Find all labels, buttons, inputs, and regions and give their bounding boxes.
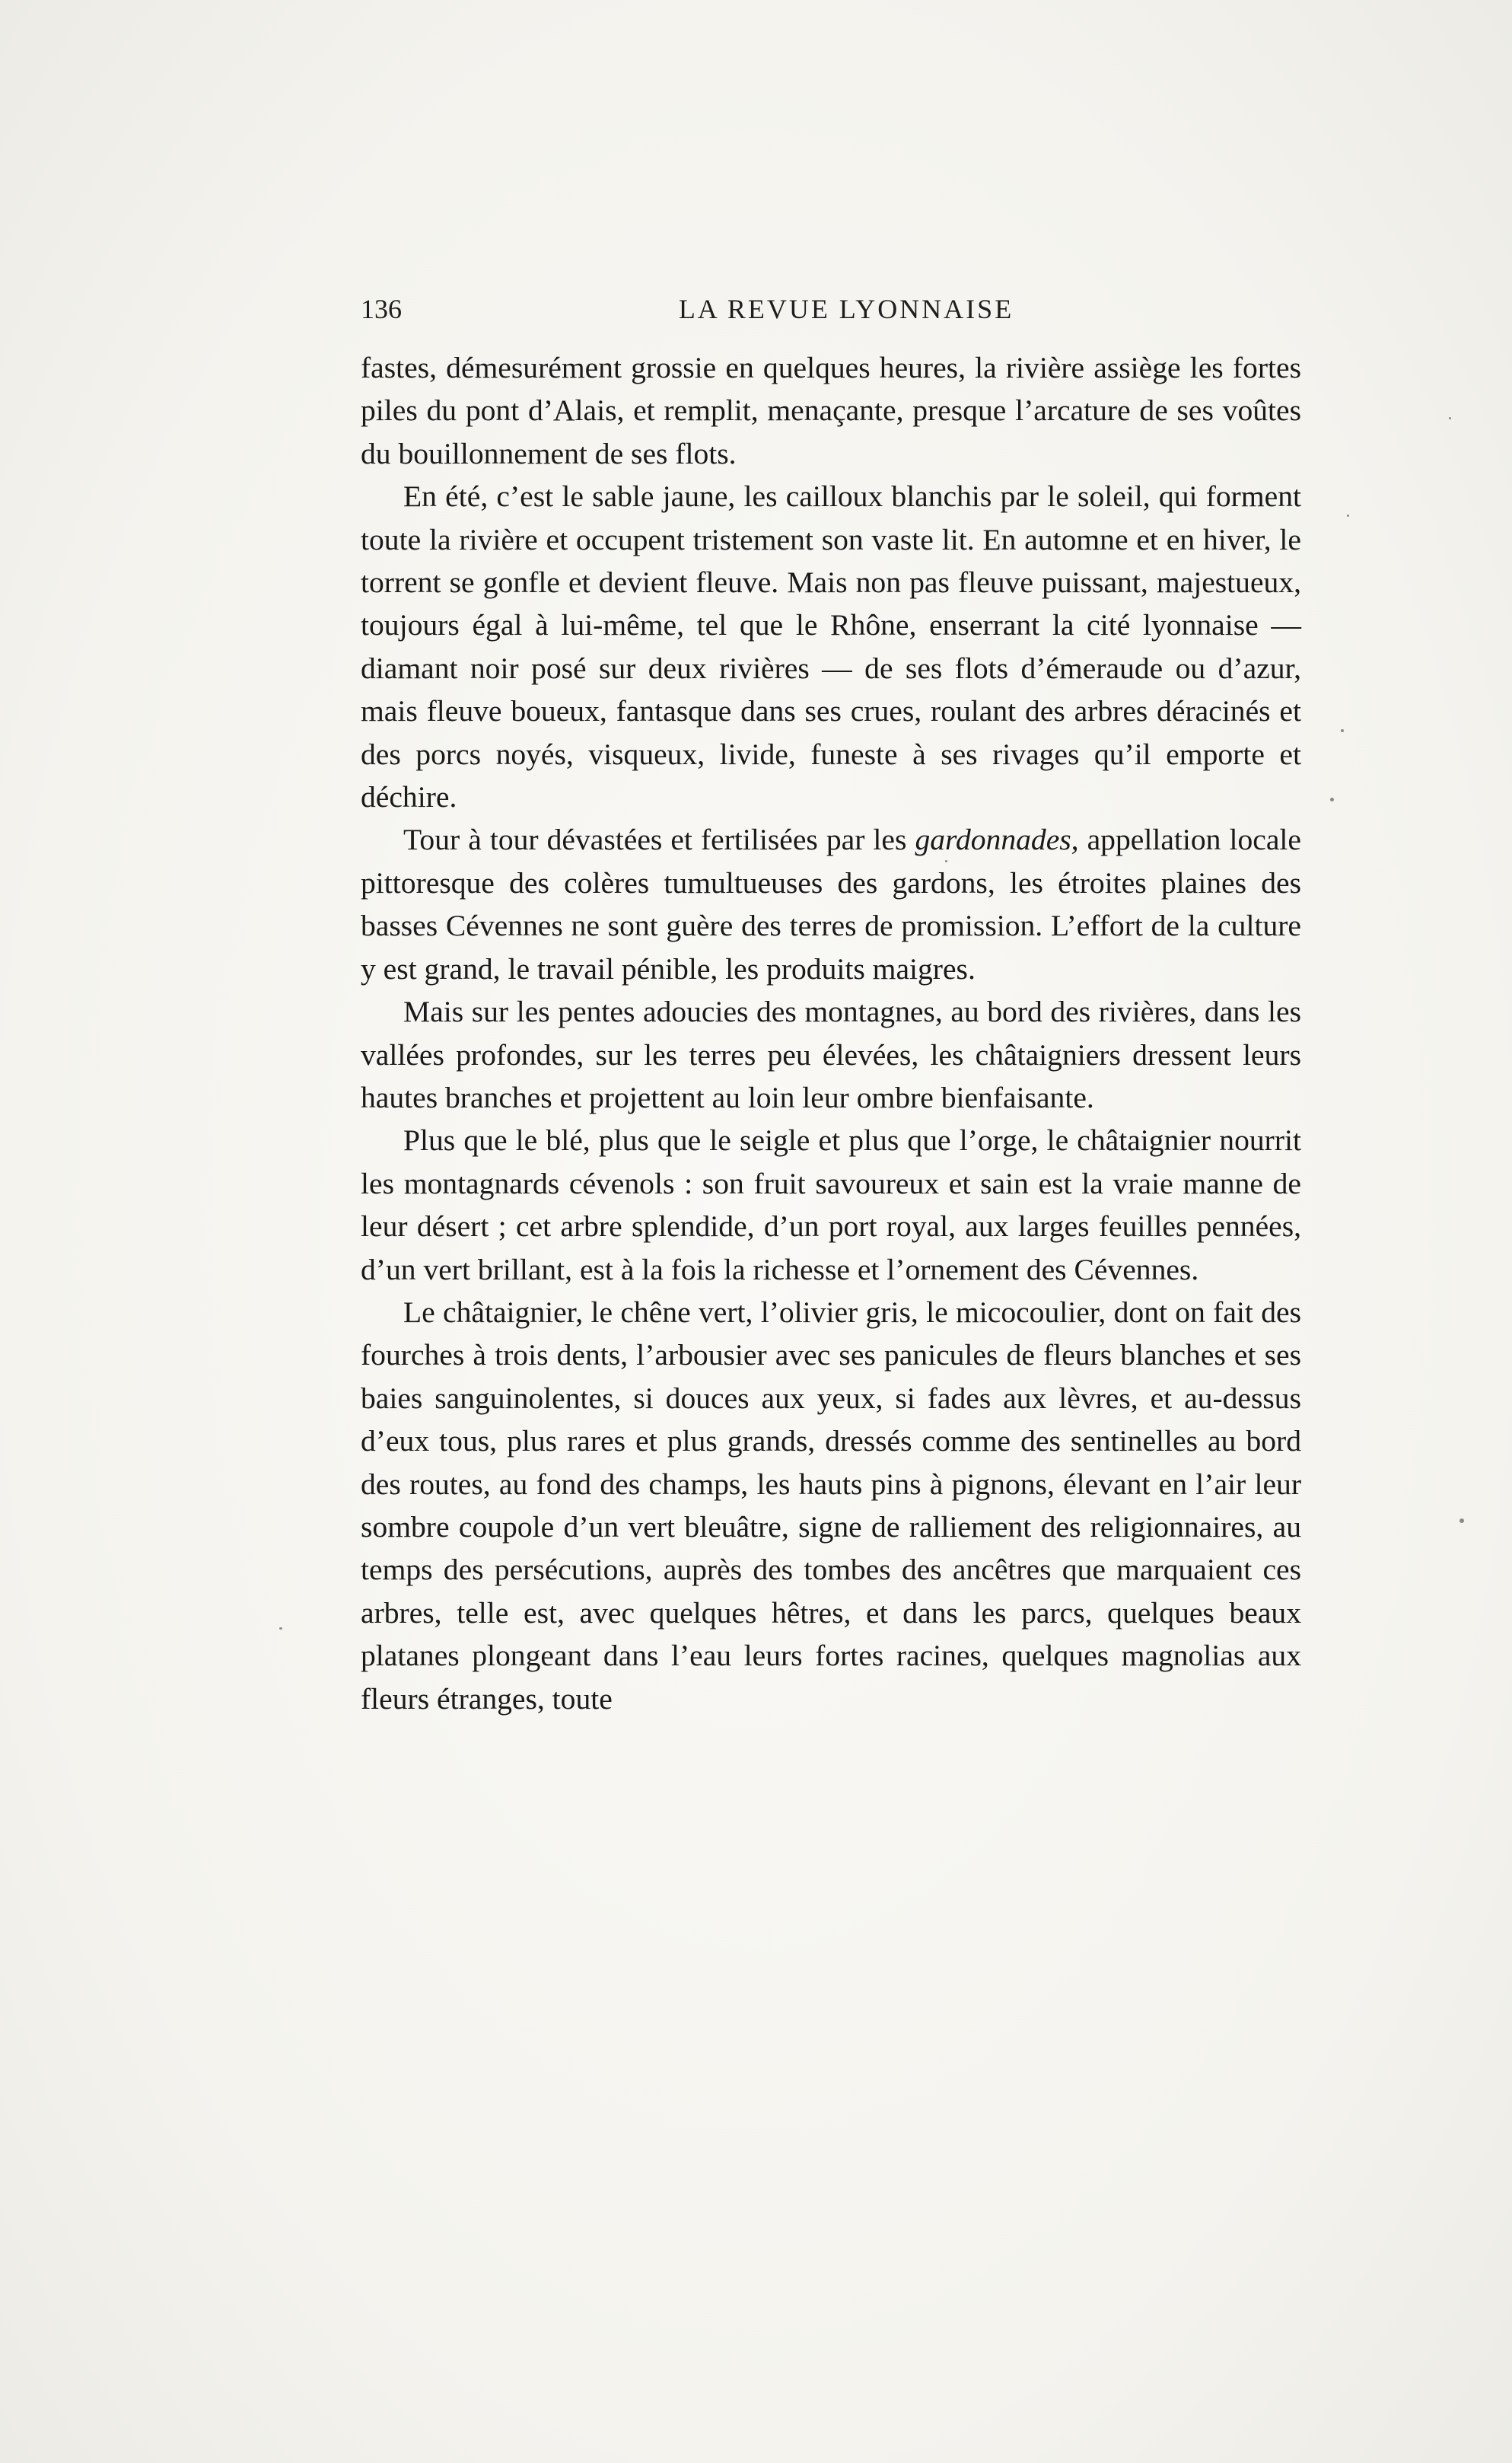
paragraph: Plus que le blé, plus que le seigle et plus que l’orge, le châtaignier nourrit les montagnards cévenols : son fruit savoureux et sain est la vraie manne de leur désert ; cet arbre splendide, d’un port royal, aux larges feuilles pennées, d’un vert brillant, est à la fois la richesse et l’ornement des Cévennes. [361,1123,1301,1286]
paragraph-text: appellation locale pittoresque des colères tumultueuses des gardons, les étroites plaines des basses Cévennes ne sont guère des terres de promission. L’effort de la culture y est grand, le travail pénible, les produits maigres. [361,823,1301,986]
paragraph: Le châtaignier, le chêne vert, l’olivier gris, le micocoulier, dont on fait des fourches à trois dents, l’arbousier avec ses panicules de fleurs blanches et ses baies sanguinolentes, si douces aux yeux, si fades aux lèvres, et au-dessus d’eux tous, plus rares et plus grands, dressés comme des sentinelles au bord des routes, au fond des champs, les hauts pins à pignons, élevant en l’air leur sombre coupole d’un vert bleuâtre, signe de ralliement des religionnaires, au temps des persécutions, auprès des tombes des ancêtres que marquaient ces arbres, telle est, avec quelques hêtres, et dans les parcs, quelques beaux platanes plongeant dans l’eau leurs fortes racines, quelques magnolias aux fleurs étranges, toute [361,1295,1301,1716]
running-title: LA REVUE LYONNAISE [678,294,1014,324]
paragraph: En été, c’est le sable jaune, les cailloux blanchis par le soleil, qui forment toute la rivière et occupent tristement son vaste lit. En automne et en hiver, le torrent se gonfle et devient fleuve. Mais non pas fleuve puissant, majestueux, toujours égal à lui-même, tel que le Rhône, enserrant la cité lyonnaise — diamant noir posé sur deux rivières — de ses flots d’émeraude ou d’azur, mais fleuve boueux, fantasque dans ses crues, roulant des arbres déracinés et des porcs noyés, visqueux, livide, funeste à ses rivages qu’il emporte et déchire. [361,480,1301,814]
running-header [361,293,1301,339]
emphasized-term: gardonnades, [915,823,1079,857]
article-body [361,346,1301,1720]
paragraph [361,818,1301,990]
page-number: 136 [361,294,402,324]
paragraph-text: Tour à tour dévastées et fertilisées par les [403,823,915,857]
paragraph: fastes, démesurément grossie en quelques heures, la rivière assiège les fortes piles du pont d’Alais, et remplit, menaçante, presque l’arcature de ses voûtes du bouillonnement de ses flots. [361,351,1301,470]
paragraph: Mais sur les pentes adoucies des montagnes, au bord des rivières, dans les vallées profondes, sur les terres peu élevées, les châtaigniers dressent leurs hautes branches et projettent au loin leur ombre bienfaisante. [361,995,1301,1114]
